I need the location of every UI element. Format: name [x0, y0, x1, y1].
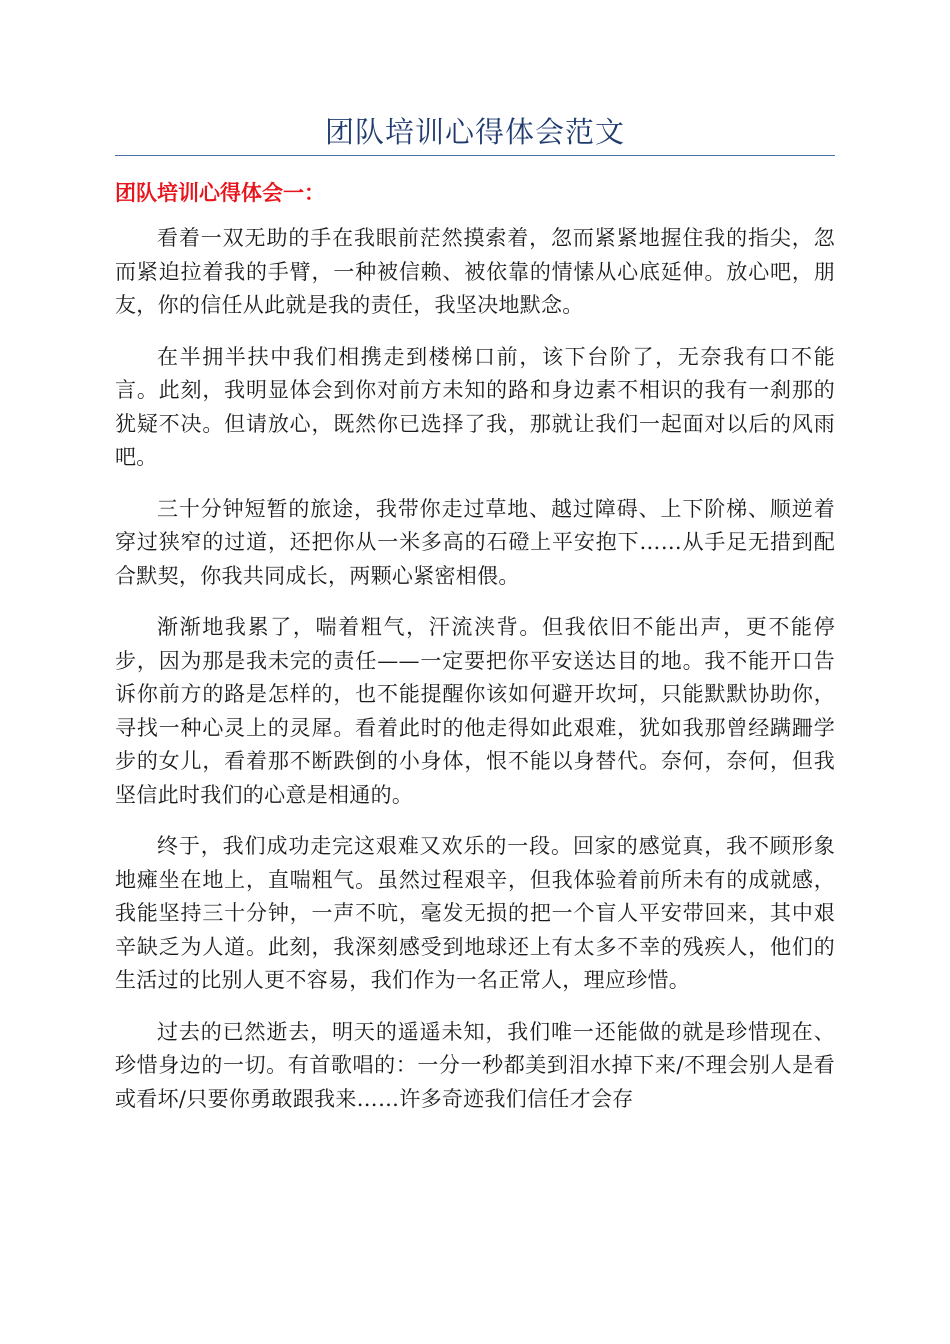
title-divider — [115, 155, 835, 156]
paragraph: 看着一双无助的手在我眼前茫然摸索着，忽而紧紧地握住我的指尖，忽而紧迫拉着我的手臂，一种被信赖、被依靠的情愫从心底延伸。放心吧，朋友，你的信任从此就是我的责任，我坚决地默念。 — [115, 226, 835, 317]
document-title: 团队培训心得体会范文 — [324, 115, 625, 149]
paragraph: 终于，我们成功走完这艰难又欢乐的一段。回家的感觉真，我不顾形象地瘫坐在地上，直喘粗气。虽然过程艰辛，但我体验着前所未有的成就感，我能坚持三十分钟，一声不吭，毫发无损的把一个盲人平安带回来，其中艰辛缺乏为人道。此刻，我深刻感受到地球还上有太多不幸的残疾人，他们的生活过的比别人更不容易，我们作为一名正常人，理应珍惜。 — [115, 834, 835, 992]
paragraph: 渐渐地我累了，喘着粗气，汗流浃背。但我依旧不能出声，更不能停步，因为那是我未完的责任——一定要把你平安送达目的地。我不能开口告诉你前方的路是怎样的，也不能提醒你该如何避开坎坷，只能默默协助你，寻找一种心灵上的灵犀。看着此时的他走得如此艰难，犹如我那曾经蹒跚学步的女儿，看着那不断跌倒的小身体，恨不能以身替代。奈何，奈何，但我坚信此时我们的心意是相通的。 — [115, 615, 835, 807]
paragraph: 在半拥半扶中我们相携走到楼梯口前，该下台阶了，无奈我有口不能言。此刻，我明显体会到你对前方未知的路和身边素不相识的我有一刹那的犹疑不决。但请放心，既然你已选择了我，那就让我们一起面对以后的风雨吧。 — [115, 344, 835, 469]
paragraph: 过去的已然逝去，明天的遥遥未知，我们唯一还能做的就是珍惜现在、珍惜身边的一切。有首歌唱的：一分一秒都美到泪水掉下来/不理会别人是看或看坏/只要你勇敢跟我来……许多奇迹我们信任才会存 — [115, 1019, 835, 1111]
document-body — [115, 222, 835, 1134]
section-heading: 团队培训心得体会一： — [115, 181, 325, 205]
paragraph: 三十分钟短暂的旅途，我带你走过草地、越过障碍、上下阶梯、顺逆着穿过狭窄的过道，还把你从一米多高的石磴上平安抱下……从手足无措到配合默契，你我共同成长，两颗心紧密相偎。 — [115, 496, 835, 588]
